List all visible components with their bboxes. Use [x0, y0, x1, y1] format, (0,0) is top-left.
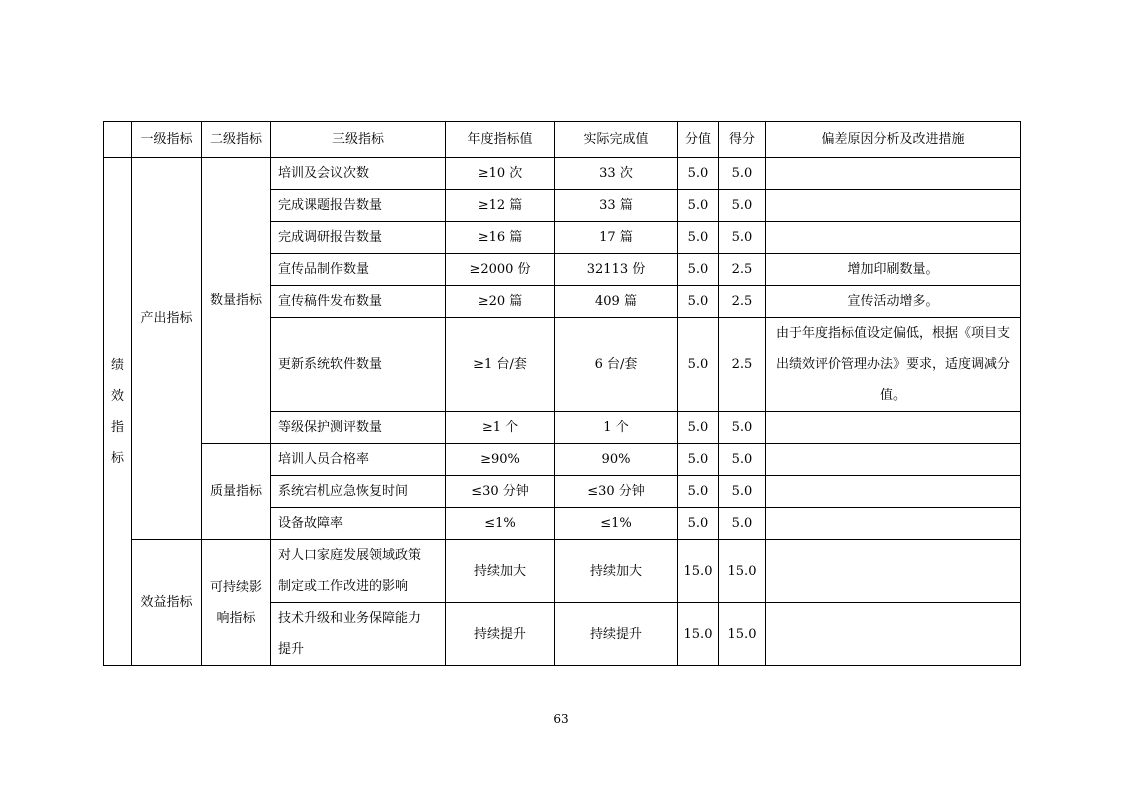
got-value: 5.0 [719, 476, 766, 508]
indicator-name: 宣传稿件发布数量 [271, 286, 446, 318]
indicator-name: 系统宕机应急恢复时间 [271, 476, 446, 508]
score-value: 5.0 [678, 508, 719, 540]
header-cell: 偏差原因分析及改进措施 [766, 122, 1021, 158]
note-cell [766, 508, 1021, 540]
actual-value: 持续加大 [555, 540, 678, 603]
got-value: 5.0 [719, 190, 766, 222]
got-value: 5.0 [719, 158, 766, 190]
level1-benefit: 效益指标 [132, 540, 202, 666]
target-value: ≥10 次 [446, 158, 555, 190]
target-value: ≥2000 份 [446, 254, 555, 286]
note-cell [766, 412, 1021, 444]
note-cell [766, 190, 1021, 222]
target-value: ≥16 篇 [446, 222, 555, 254]
note-cell [766, 222, 1021, 254]
score-value: 5.0 [678, 412, 719, 444]
target-value: ≥12 篇 [446, 190, 555, 222]
actual-value: 17 篇 [555, 222, 678, 254]
actual-value: 33 次 [555, 158, 678, 190]
indicator-name [271, 603, 446, 666]
header-cell: 二级指标 [202, 122, 271, 158]
indicator-name: 培训人员合格率 [271, 444, 446, 476]
target-value: ≤30 分钟 [446, 476, 555, 508]
got-value: 5.0 [719, 508, 766, 540]
indicator-name: 设备故障率 [271, 508, 446, 540]
score-value: 5.0 [678, 254, 719, 286]
got-value: 5.0 [719, 444, 766, 476]
actual-value: 32113 份 [555, 254, 678, 286]
target-value: 持续加大 [446, 540, 555, 603]
level0-char: 绩 [110, 357, 124, 373]
table-row [104, 540, 1021, 603]
actual-value: 409 篇 [555, 286, 678, 318]
actual-value: 6 台/套 [555, 318, 678, 412]
level2-sustain-line: 响指标 [216, 610, 256, 626]
actual-value: 90% [555, 444, 678, 476]
header-cell: 实际完成值 [555, 122, 678, 158]
level2-sustain [202, 540, 271, 666]
header-cell: 得分 [719, 122, 766, 158]
score-value: 5.0 [678, 476, 719, 508]
indicator-name-line: 对人口家庭发展领域政策 [278, 548, 422, 563]
indicator-name: 完成课题报告数量 [271, 190, 446, 222]
got-value: 15.0 [719, 603, 766, 666]
indicator-name: 培训及会议次数 [271, 158, 446, 190]
score-value: 5.0 [678, 190, 719, 222]
note-cell [766, 603, 1021, 666]
note-cell [766, 444, 1021, 476]
note-line: 值。 [879, 388, 906, 403]
level2-quality: 质量指标 [202, 444, 271, 540]
got-value: 15.0 [719, 540, 766, 603]
note-line: 由于年度指标值设定偏低，根据《项目支 [775, 326, 1010, 341]
level1-output: 产出指标 [132, 158, 202, 540]
note-cell: 增加印刷数量。 [766, 254, 1021, 286]
performance-table [103, 121, 1021, 666]
indicator-name: 完成调研报告数量 [271, 222, 446, 254]
score-value: 5.0 [678, 222, 719, 254]
header-cell [104, 122, 132, 158]
header-cell: 一级指标 [132, 122, 202, 158]
score-value: 15.0 [678, 603, 719, 666]
actual-value: ≤30 分钟 [555, 476, 678, 508]
note-cell [766, 540, 1021, 603]
note-cell [766, 318, 1021, 412]
actual-value: ≤1% [555, 508, 678, 540]
note-line: 出绩效评价管理办法》要求，适度调减分 [775, 357, 1010, 372]
got-value: 2.5 [719, 286, 766, 318]
target-value: ≤1% [446, 508, 555, 540]
indicator-name: 等级保护测评数量 [271, 412, 446, 444]
indicator-name: 宣传品制作数量 [271, 254, 446, 286]
actual-value: 1 个 [555, 412, 678, 444]
level2-quantity: 数量指标 [202, 158, 271, 444]
score-value: 5.0 [678, 286, 719, 318]
note-cell: 宣传活动增多。 [766, 286, 1021, 318]
target-value: ≥1 台/套 [446, 318, 555, 412]
indicator-name-line: 制定或工作改进的影响 [278, 579, 409, 594]
got-value: 5.0 [719, 412, 766, 444]
got-value: 2.5 [719, 254, 766, 286]
target-value: ≥1 个 [446, 412, 555, 444]
note-cell [766, 476, 1021, 508]
table-row [104, 158, 1021, 190]
score-value: 5.0 [678, 444, 719, 476]
indicator-name-line: 技术升级和业务保障能力 [278, 611, 422, 626]
header-cell: 年度指标值 [446, 122, 555, 158]
target-value: ≥90% [446, 444, 555, 476]
level0-char: 效 [110, 388, 124, 404]
indicator-name [271, 540, 446, 603]
level0-cell [104, 158, 132, 666]
actual-value: 持续提升 [555, 603, 678, 666]
score-value: 15.0 [678, 540, 719, 603]
header-row [104, 122, 1021, 158]
indicator-name-line: 提升 [278, 642, 305, 657]
header-cell: 三级指标 [271, 122, 446, 158]
got-value: 5.0 [719, 222, 766, 254]
target-value: ≥20 篇 [446, 286, 555, 318]
table-row [104, 444, 1021, 476]
level2-sustain-line: 可持续影 [209, 579, 262, 595]
actual-value: 33 篇 [555, 190, 678, 222]
level0-char: 指 [110, 419, 124, 435]
indicator-name: 更新系统软件数量 [271, 318, 446, 412]
level0-char: 标 [110, 450, 124, 466]
header-cell: 分值 [678, 122, 719, 158]
note-cell [766, 158, 1021, 190]
target-value: 持续提升 [446, 603, 555, 666]
score-value: 5.0 [678, 318, 719, 412]
got-value: 2.5 [719, 318, 766, 412]
score-value: 5.0 [678, 158, 719, 190]
page-number: 63 [553, 712, 569, 726]
